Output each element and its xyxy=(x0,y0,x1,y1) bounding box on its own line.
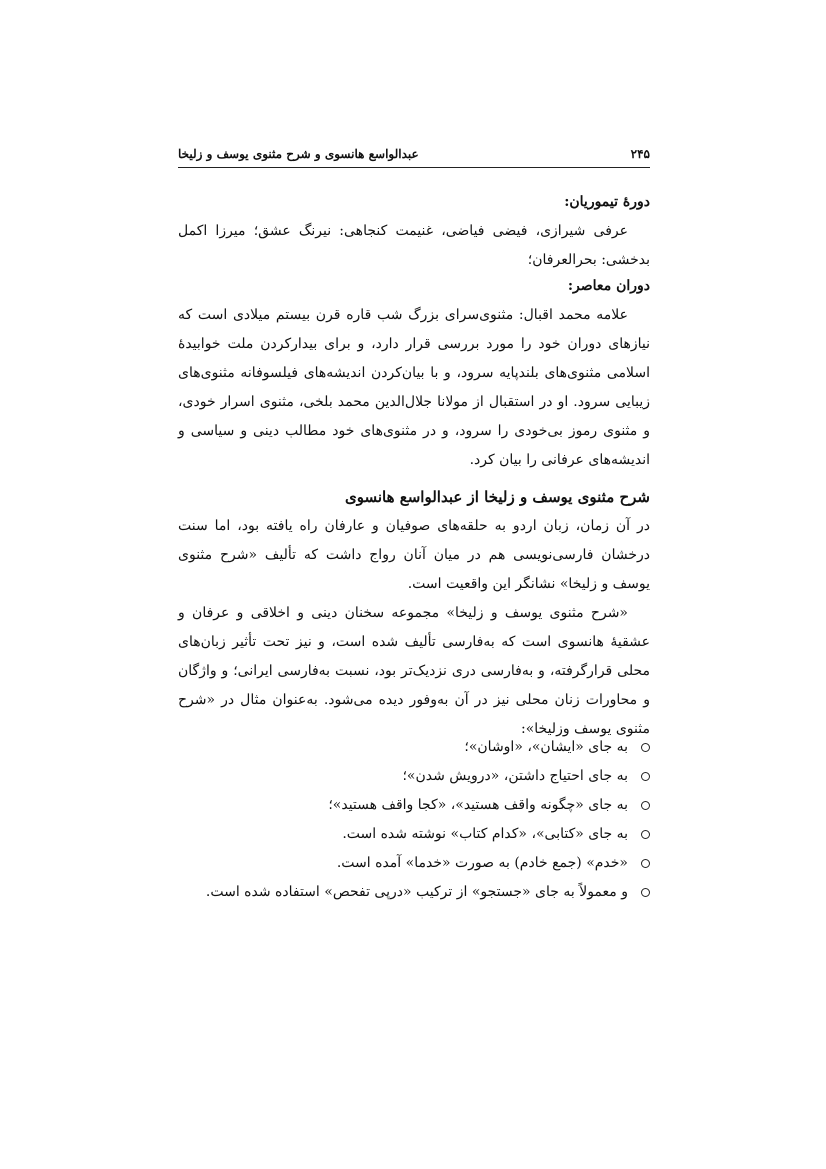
circle-bullet-icon xyxy=(641,801,650,810)
circle-bullet-icon xyxy=(641,772,650,781)
section-contemporary xyxy=(178,272,650,475)
running-header xyxy=(178,143,650,168)
paragraph-sharh-1: در آن زمان، زبان اردو به حلقه‌های صوفیان و عارفان راه یافته بود، اما سنت درخشان فارسی‌نویسی هم در میان آنان رواج داشت که تألیف «شرح مثنوی یوسف و زلیخا» نشانگر این واقعیت است. xyxy=(178,518,650,592)
list-item xyxy=(178,849,650,878)
list-item xyxy=(178,878,650,907)
circle-bullet-icon xyxy=(641,888,650,897)
section-heading-sharh: شرح مثنوی یوسف و زلیخا از عبدالواسع هانسوی xyxy=(344,488,650,506)
running-title: عبدالواسع هانسوی و شرح مثنوی یوسف و زلیخا xyxy=(178,147,419,161)
paragraph-contemporary: علامه محمد اقبال: مثنوی‌سرای بزرگ شب قاره قرن بیستم میلادی است که نیازهای دوران خود را مورد بررسی قرار دارد، و برای بیدارکردن ملت خوابیدهٔ اسلامی مثنوی‌های بلندپایه سرود، و با بیان‌کردن اندیشه‌های فیلسوفانه مثنوی‌های زیبایی سرود. او در استقبال از مولانا جلال‌الدین محمد بلخی، مثنوی اسرار خودی، و مثنوی رموز بی‌خودی را سرود، و در مثنوی‌های خود مطالب دینی و سیاسی و اندیشه‌های عرفانی را بیان کرد. xyxy=(178,307,650,468)
list-item-text: به جای «چگونه واقف هستید»، «کجا واقف هستید»؛ xyxy=(328,797,628,813)
page-number: ۲۴۵ xyxy=(630,147,650,161)
example-list xyxy=(178,733,650,907)
list-item xyxy=(178,762,650,791)
section-sharh xyxy=(178,483,650,744)
circle-bullet-icon xyxy=(641,830,650,839)
section-heading-timurid: دورهٔ تیموریان: xyxy=(564,194,650,210)
paragraph-sharh-2: «شرح مثنوی یوسف و زلیخا» مجموعه سخنان دینی و اخلاقی و عرفان و عشقیهٔ هانسوی است که به‌فارسی تألیف شده است، و نیز تحت تأثیر زبان‌های محلی قرارگرفته، و به‌فارسی دری نزدیک‌تر بود، نسبت به‌فارسی ایرانی؛ و واژگان و محاورات زنان محلی نیز در آن به‌وفور دیده می‌شود. به‌عنوان مثال در «شرح مثنوی یوسف وزلیخا»: xyxy=(178,605,650,737)
circle-bullet-icon xyxy=(641,859,650,868)
list-item-text: «خدم» (جمع خادم) به صورت «خدما» آمده است. xyxy=(336,855,628,871)
list-item-text: به جای «کتابی»، «کدام کتاب» نوشته شده است. xyxy=(342,826,628,842)
circle-bullet-icon xyxy=(641,743,650,752)
section-heading-contemporary: دوران معاصر: xyxy=(567,278,650,294)
list-item-text: به جای احتیاج داشتن، «درویش شدن»؛ xyxy=(402,768,628,784)
list-item xyxy=(178,733,650,762)
list-item-text: و معمولاً به جای «جستجو» از ترکیب «درپی تفحص» استفاده شده است. xyxy=(205,884,628,900)
paragraph-timurid: عرفی شیرازی، فیضی فیاضی، غنیمت کنجاهی: نیرنگ عشق؛ میرزا اکمل بدخشی: بحرالعرفان؛ xyxy=(178,223,650,268)
list-item xyxy=(178,820,650,849)
section-timurid xyxy=(178,188,650,275)
list-item-text: به جای «ایشان»، «اوشان»؛ xyxy=(464,739,628,755)
list-item xyxy=(178,791,650,820)
